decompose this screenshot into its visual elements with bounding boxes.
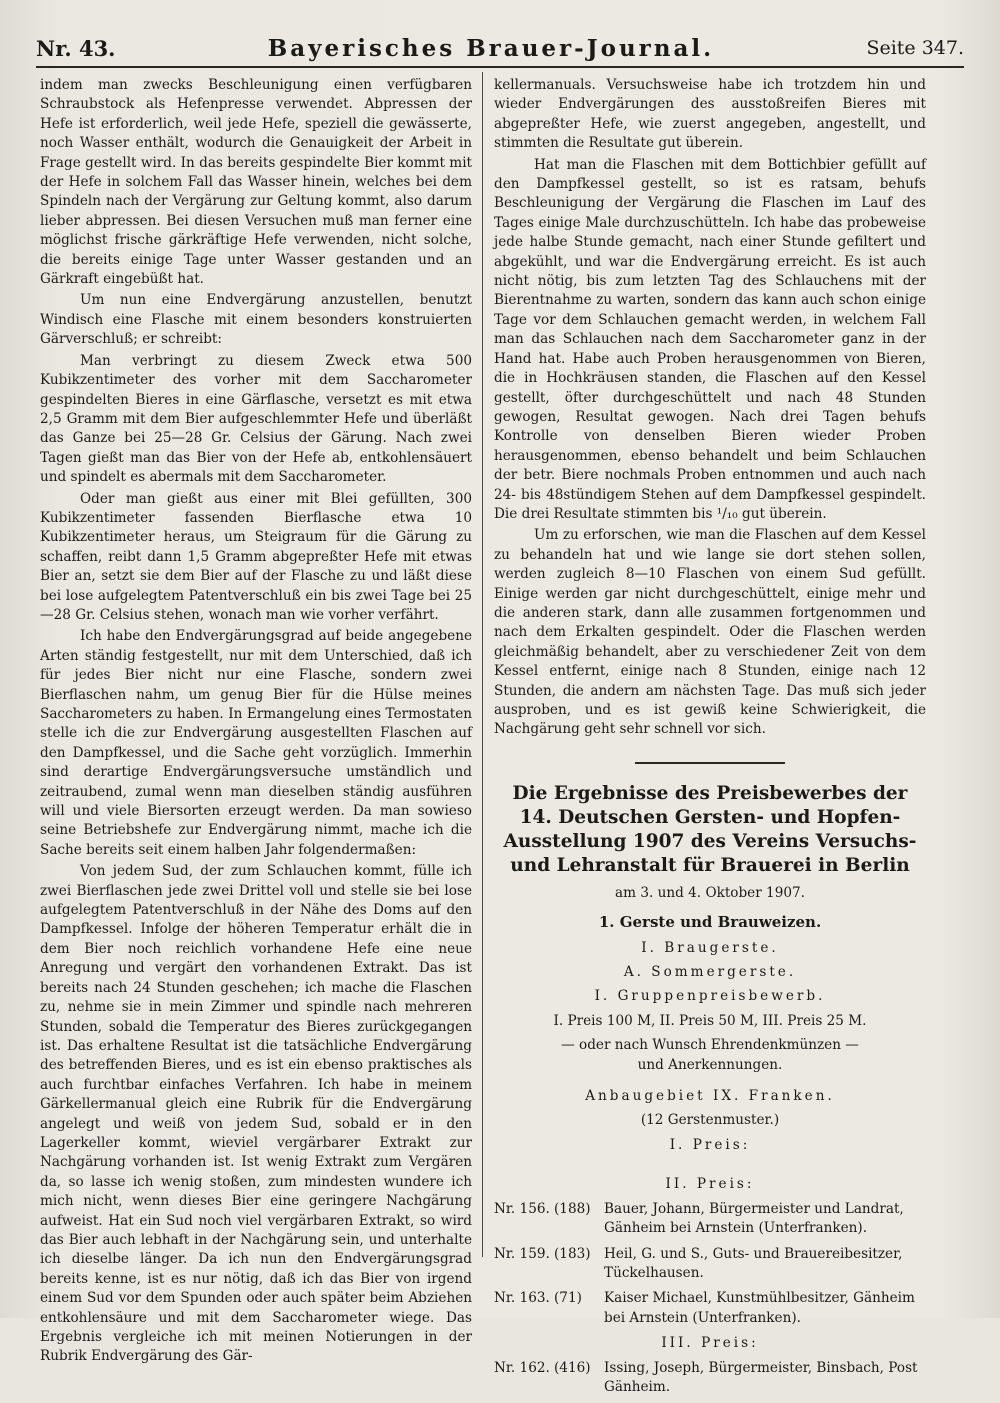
list-item: [494, 1245, 926, 1284]
entry-number: Nr. 162.: [494, 1359, 550, 1376]
column-divider: [482, 72, 483, 1257]
entry-code: (416): [554, 1359, 591, 1376]
list-item: [494, 1359, 926, 1398]
page-number: Seite 347.: [866, 37, 964, 59]
entry-text: Issing, Joseph, Bürgermeister, Binsbach, Post Gänheim.: [604, 1359, 918, 1395]
paragraph: Man verbringt zu diesem Zweck etwa 500 Kubikzentimeter des vorher mit dem Saccharometer gespindelten Bieres in eine Gärflasche, versetzt es mit etwa 2,5 Gramm mit dem Bier aufgeschlemmter Hefe und überläßt das Ganze bei 25—28 Gr. Celsius der Gärung. Nach zwei Tagen gießt man das Bier von der Hefe ab, entkohlensäuert und spindelt es abermals mit dem Saccharometer.: [40, 352, 472, 486]
entry-text: Bauer, Johann, Bürgermeister und Landrat, Gänheim bei Arnstein (Unterfranken).: [604, 1200, 904, 1237]
third-prize-heading: III. Preis:: [661, 1335, 759, 1352]
article-date: am 3. und 4. Oktober 1907.: [615, 884, 805, 901]
entry-text: Kaiser Michael, Kunstmühlbesitzer, Gänheim bei Arnstein (Unterfranken).: [604, 1290, 915, 1326]
paragraph: Von jedem Sud, der zum Schlauchen kommt, fülle ich zwei Bierflaschen jede zwei Drittel voll und stelle sie bei lose aufgelegtem Patentverschluß in der Nähe des Doms auf den Dampfkessel. Infolge der höheren Temperatur erhält die in dem Bier noch reichlich vorhandene Hefe eine neue Anregung und vergärt den vorhandenen Extrakt. Das ist bereits nach 24 Stunden geschehen; ich mache die Flaschen zu, nehme sie in mein Zimmer und spindle nach mehreren Stunden, sobald die Temperatur des Bieres zurückgegangen ist. Das erhaltene Resultat ist die tatsächliche Endvergärung des betreffenden Bieres, und es ist ein ebenso praktisches als auch furchtbar einfaches Verfahren. Ich habe in meinem Gärkellermanual gleich eine Rubrik für die Endvergärung angelegt und weiß von jedem Sud, sobald er in den Lagerkeller kommt, wieviel vergärbarer Extrakt zur Nachgärung vorhanden ist. Ist wenig Extrakt zum Vergären da, so lasse ich wenig stoßen, zum mindesten wundere ich mich nicht, wenn dieses Bier eine geringere Nachgärung aufweist. Hat ein Sud noch viel vergärbaren Extrakt, so wird das Bier auch lebhaft in der Nachgärung sein, und unterhalte ich dieselbe länger. Da ich nun den Endvergärungsgrad bereits kenne, ist es nur nötig, daß ich das Bier von irgend einem Sud vor dem Spunden oder auch später beim Abziehen entkohlensäure und mit dem Saccharometer wiege. Das Ergebnis vergleiche ich mit meinen Notierungen in der Rubrik Endvergärung des Gär-: [40, 863, 472, 1365]
journal-title: Bayerisches Brauer-Journal.: [267, 34, 715, 62]
entry-text: Heil, G. und S., Guts- und Brauereibesitzer, Tückelhausen.: [604, 1245, 903, 1281]
subheading: A. Sommergerste.: [623, 964, 797, 981]
paragraph: Ich habe den Endvergärungsgrad auf beide angegebene Arten ständig festgestellt, nur mit dem Unterschied, daß ich für jedes Bier nicht nur eine Flasche, sondern zwei Bierflaschen nahm, um genug Bier für die Hülse meines Saccharometers zu haben. In Ermangelung eines Termostaten stelle ich die zur Endvergärung ausgestellten Flaschen auf den Dampfkessel, und die Sache geht vorzüglich. Immerhin sind derartige Endvergärungsversuche umständlich und zeitraubend, zumal wenn man dieselben ständig ausführen will und viele Biersorten erzeugt werden. Da man sowieso seine Betriebshefe zur Endvergärung nimmt, mache ich die Sache bereits seit einem halben Jahr folgendermaßen:: [40, 628, 472, 858]
region-heading: Anbaugebiet IX. Franken.: [585, 1088, 835, 1105]
subheading: I. Gruppenpreisbewerb.: [594, 988, 826, 1005]
paragraph: Um zu erforschen, wie man die Flaschen auf dem Kessel zu behandeln hat und wie lange sie dort stehen sollen, werden zugleich 8—10 Flaschen von einem Sud gefüllt. Einige werden gar nicht durchgeschüttelt, einige mehr und die anderen stark, dann alle zusammen fortgenommen und nach dem Erkalten gespindelt. Oder die Flaschen werden gleichmäßig behandelt, aber zu verschiedener Zeit von dem Kessel entfernt, einige nach 8 Stunden, einige nach 12 Stunden, die andern am nächsten Tage. Das muß sich jeder ausproben, und es ist gewiß keine Schwierigkeit, die Nachgärung geht sehr schnell vor sich.: [494, 527, 926, 738]
second-prize-heading: II. Preis:: [665, 1176, 755, 1193]
article-title: Die Ergebnisse des Preisbewerbes der 14. Deutschen Gersten- und Hopfen-Ausstellung 1907 des Vereins Versuchs- und Lehranstalt für Brauerei in Berlin: [503, 782, 917, 876]
paragraph: Hat man die Flaschen mit dem Bottichbier gefüllt auf den Dampfkessel gestellt, so ist es ratsam, behufs Beschleunigung der Vergärung die Flaschen im Lauf des Tages einige Male durchzuschütteln. Ich habe das probeweise jede halbe Stunde gemacht, nach einer Stunde gefiltert und abgekühlt, und war die Endvergärung erreicht. Es ist auch nicht nötig, bis zum letzten Tag des Schlauchens mit der Bierentnahme zu warten, sondern das kann auch schon einige Tage vor dem Schlauchen gemacht werden, in welchem Fall man das Schlauchen nach dem Saccharometer ganz in der Hand hat. Habe auch Proben herausgenommen von Bieren, die in Hochkräusen standen, die Flaschen auf den Kessel gestellt, öfter durchgeschüttelt und nach 48 Stunden gewogen, Resultat gewogen. Nach drei Tagen behufs Kontrolle von denselben Bieren wieder Proben herausgenommen, ebenso behandelt und beim Schlauchen der betr. Biere nochmals Proben entnommen und auch nach 24- bis 48stündigem Stehen auf dem Dampfkessel gespindelt. Die drei Resultate stimmten bis ¹/₁₀ gut überein.: [494, 156, 926, 522]
section-separator: [635, 762, 785, 764]
entry-number: Nr. 159.: [494, 1245, 550, 1262]
prize-alternatives: — oder nach Wunsch Ehrendenkmünzen — und Anerkennungen.: [561, 1037, 859, 1073]
issue-number: Nr. 43.: [36, 35, 116, 61]
page-header: [36, 30, 964, 68]
entry-number: Nr. 156.: [494, 1200, 550, 1217]
left-column: [40, 76, 472, 1369]
list-item: [494, 1200, 926, 1239]
entry-number: Nr. 163.: [494, 1290, 550, 1307]
entry-code: (188): [554, 1200, 591, 1217]
paragraph: indem man zwecks Beschleunigung einen verfügbaren Schraubstock als Hefenpresse verwendet. Abpressen der Hefe ist erforderlich, weil jede Hefe, speziell die gewässerte, noch Wasser enthält, wodurch die Genauigkeit der Arbeit in Frage gestellt wird. In das bereits gespindelte Bier kommt mit der Hefe in solchem Fall das Wasser hinein, welches bei dem Spindeln nach der Vergärung zur Geltung kommt, also darum lieber abpressen. Bei diesen Versuchen muß man ferner eine möglichst frische gärkräftige Hefe verwenden, nicht solche, die bereits einige Tage unter Wasser gestanden und an Gärkraft eingebüßt hat.: [40, 77, 472, 288]
entry-code: (71): [554, 1290, 582, 1307]
paragraph: Oder man gießt aus einer mit Blei gefüllten, 300 Kubikzentimeter fassenden Bierflasche etwa 10 Kubikzentimeter heraus, um Steigraum für die Gärung zu schaffen, reibt dann 1,5 Gramm abgepreßter Hefe mit etwas Bier an, setzt sie dem Bier auf der Flasche zu und läßt diese bei lose aufgelegtem Patentverschluß ein bis zwei Tage bei 25—28 Gr. Celsius stehen, wonach man wie vorher verfährt.: [40, 490, 472, 623]
right-column: [494, 76, 926, 1403]
prize-amounts: I. Preis 100 M, II. Preis 50 M, III. Preis 25 M.: [553, 1012, 867, 1029]
paragraph: kellermanuals. Versuchsweise habe ich trotzdem hin und wieder Endvergärungen des ausstoßreifen Bieres mit abgepreßter Hefe, wie zuerst angegeben, angestellt, und stimmten die Resultate gut überein.: [494, 77, 926, 152]
subheading: I. Braugerste.: [641, 939, 779, 956]
first-prize-heading: I. Preis:: [669, 1136, 751, 1153]
entry-code: (183): [554, 1245, 591, 1262]
sample-count: (12 Gerstenmuster.): [640, 1112, 780, 1129]
paragraph: Um nun eine Endvergärung anzustellen, benutzt Windisch eine Flasche mit einem besonders konstruierten Gärverschluß; er schreibt:: [40, 292, 472, 348]
list-item: [494, 1289, 926, 1328]
section-heading: 1. Gerste und Brauweizen.: [598, 913, 822, 932]
